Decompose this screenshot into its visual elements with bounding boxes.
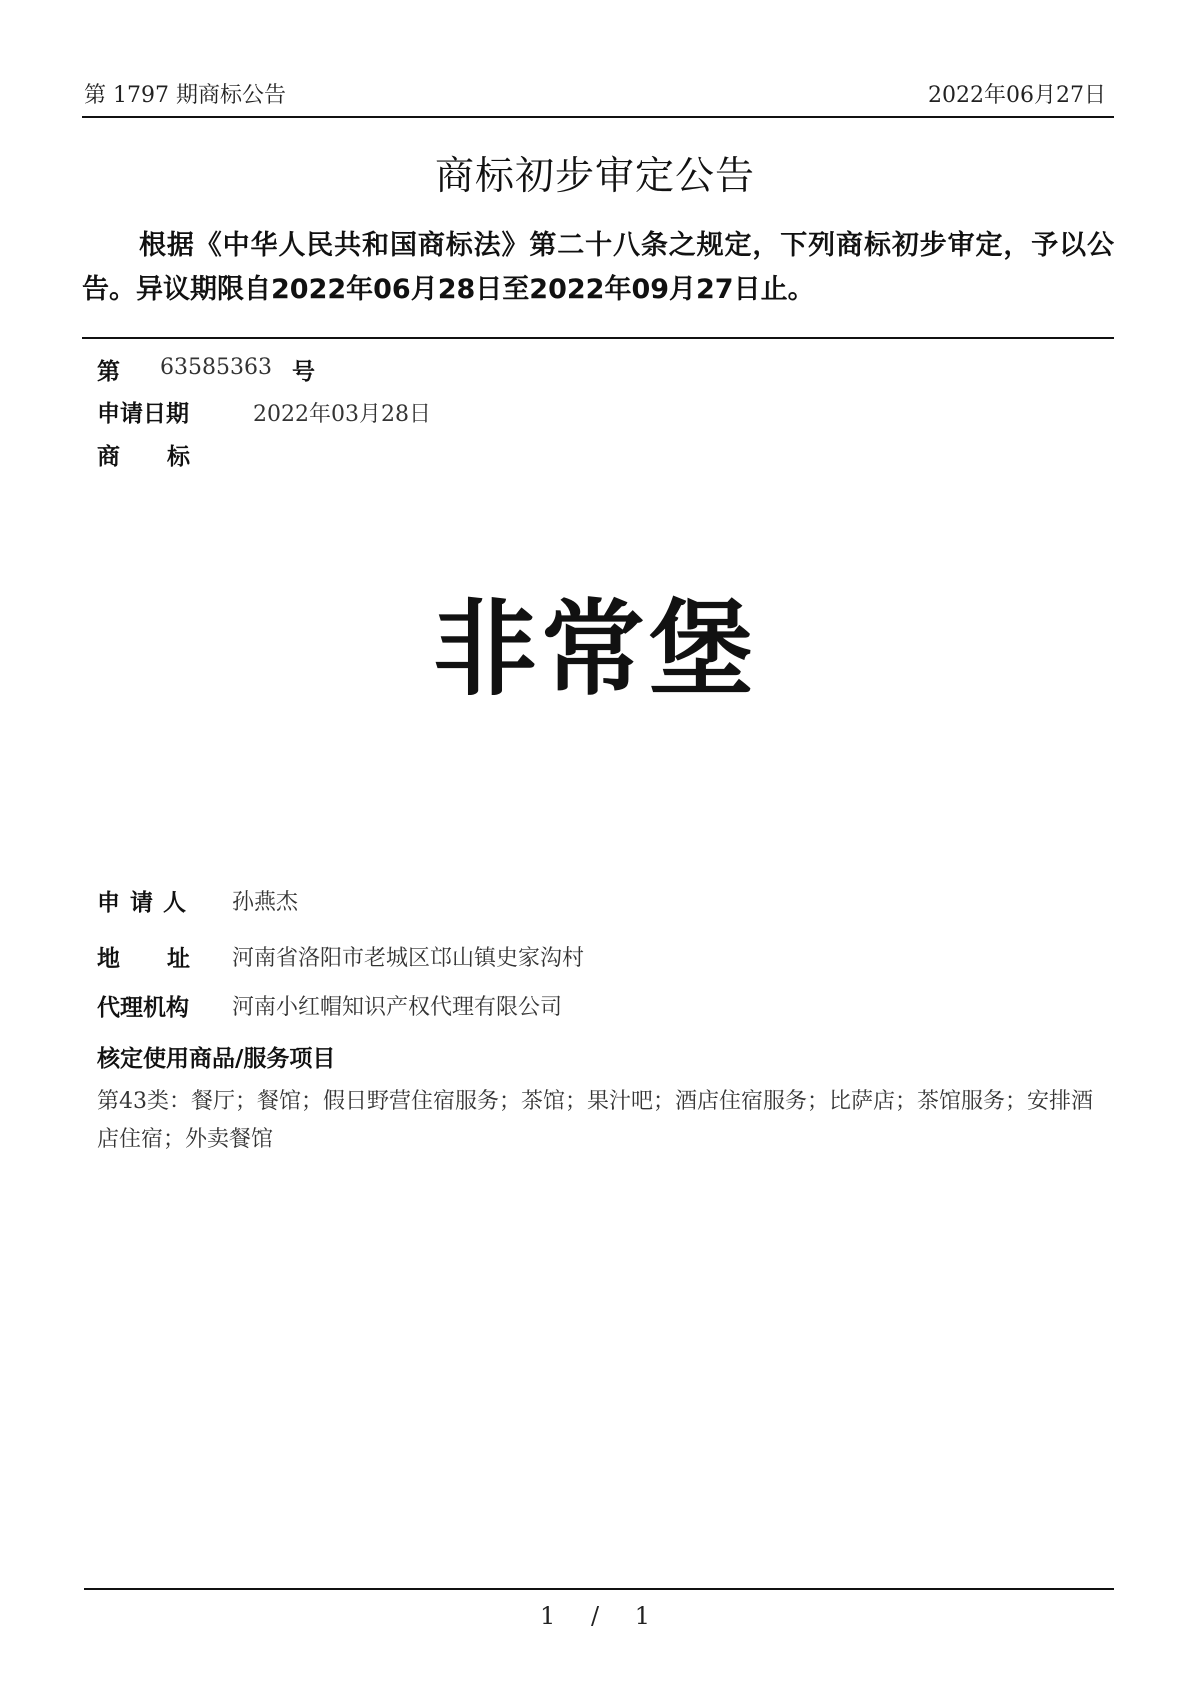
number-label-suffix: 号: [292, 359, 315, 385]
trademark-text: 非常堡: [432, 588, 757, 710]
section-divider: [82, 337, 1114, 339]
announcement-intro: 根据《中华人民共和国商标法》第二十八条之规定，下列商标初步审定，予以公告。异议期限自2022年06月28日至2022年09月27日止。: [82, 230, 1114, 305]
page-number: [0, 1602, 1190, 1630]
trademark-label-2: 标: [167, 444, 190, 470]
registration-number: 63585363: [160, 355, 272, 380]
page-separator: /: [590, 1602, 600, 1630]
goods-services-list: 第43类：餐厅；餐馆；假日野营住宿服务；茶馆；果汁吧；酒店住宿服务；比萨店；茶馆服务；安排酒店住宿；外卖餐馆: [97, 1089, 1093, 1152]
issue-date: 2022年06月27日: [928, 83, 1106, 108]
page-total: 1: [634, 1602, 650, 1630]
agent-label: 代理机构: [97, 995, 189, 1021]
issue-number: 第 1797 期商标公告: [84, 83, 286, 108]
header-divider: [82, 116, 1114, 118]
address-label-2: 址: [167, 946, 190, 972]
trademark-label-1: 商: [97, 444, 120, 470]
number-label-prefix: 第: [97, 359, 120, 385]
applicant-label: 申请人: [97, 890, 196, 916]
page-current: 1: [540, 1602, 556, 1630]
applicant-name: 孙燕杰: [232, 890, 299, 915]
agent-name: 河南小红帽知识产权代理有限公司: [232, 995, 563, 1020]
applicant-address: 河南省洛阳市老城区邙山镇史家沟村: [232, 946, 585, 971]
footer-divider: [84, 1588, 1114, 1590]
page-title: 商标初步审定公告: [434, 154, 755, 199]
application-date-label: 申请日期: [97, 401, 189, 427]
address-label-1: 地: [97, 946, 120, 972]
application-date: 2022年03月28日: [253, 402, 431, 427]
goods-services-label: 核定使用商品/服务项目: [97, 1046, 336, 1072]
